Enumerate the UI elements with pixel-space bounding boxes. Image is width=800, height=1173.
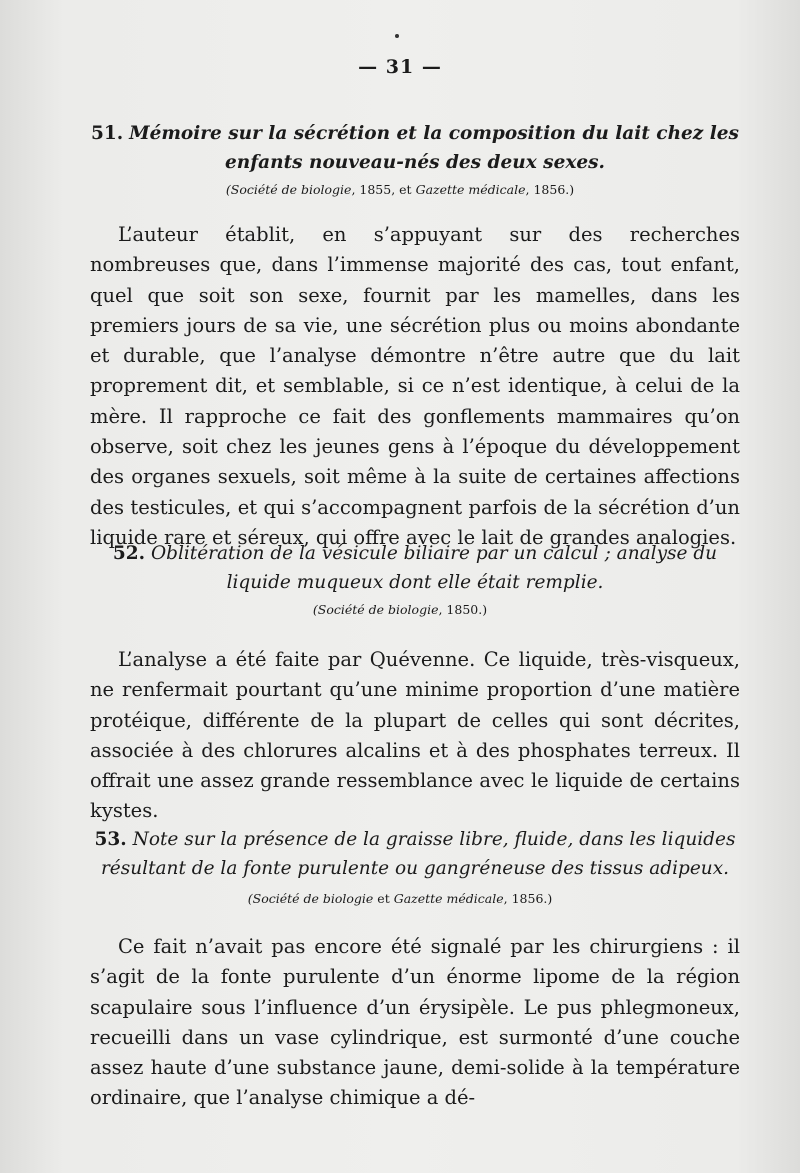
entry-51-body: L’auteur établit, en s’appuyant sur des recherches nombreuses que, dans l’immense majorité des cas, tout enfant, quel que soit son sexe, fournit par les mamelles, dans les premiers jours de sa vie, une sécrétion plus ou moins abondante et durable, que l’analyse démontre n’être autre que du lait proprement dit, et semblable, si ce n’est identique, à celui de la mère. Il rapproche ce fait des gonflements mammaires qu’on observe, soit chez les jeunes gens à l’époque du développement des organes sexuels, soit même à la suite de certaines affections des testicules, et qui s’accompagnent parfois de la sécrétion d’un liquide rare et séreux, qui offre avec le lait de grandes analogies. [90,223,740,549]
source-suffix: , 1850.) [438,602,488,617]
print-speck [395,34,399,38]
source-society: (Société de biologie [312,602,439,617]
entry-52-title [90,539,740,597]
source-suffix: , 1856.) [503,891,553,906]
entry-number: 51. [91,123,124,144]
entry-title-text: Mémoire sur la sécrétion et la composition du lait chez les enfants nouveau-nés des deux sexes. [129,123,739,173]
entry-51-title [90,119,740,177]
entry-number: 52. [112,543,146,564]
entry-53-source [0,891,800,906]
entry-53-title [90,825,740,883]
source-journal: Gazette médicale [415,182,526,197]
entry-52-body: L’analyse a été faite par Quévenne. Ce liquide, très-visqueux, ne renfermait pourtant qu’une minime proportion d’une matière protéique, différente de la plupart de celles qui sont décrites, associée à des chlorures alcalins et à des phosphates terreux. Il offrait une assez grande ressemblance avec le liquide de certains kystes. [90,648,740,823]
page-number: — 31 — [358,56,442,78]
source-mid: et [373,891,394,906]
entry-52-source [0,602,800,617]
source-journal: Gazette médicale [393,891,504,906]
source-mid: , 1855, et [351,182,412,197]
source-society: (Société de biologie [225,182,352,197]
source-society: (Société de biologie [247,891,374,906]
entry-title-text: Note sur la présence de la graisse libre, fluide, dans les liquides résultant de la fonte purulente ou gangréneuse des tissus adipeux. [100,829,736,879]
entry-title-text: Oblitération de la vésicule biliaire par un calcul ; analyse du liquide muqueux dont elle était remplie. [150,543,718,593]
entry-53-body: Ce fait n’avait pas encore été signalé par les chirurgiens : il s’agit de la fonte purulente d’un énorme lipome de la région scapulaire sous l’influence d’un érysipèle. Le pus phlegmoneux, recueilli dans un vase cylindrique, est surmonté d’une couche assez haute d’une substance jaune, demi-solide à la température ordinaire, que l’analyse chimique a dé- [90,935,740,1110]
entry-51-source [0,182,800,197]
source-suffix: , 1856.) [525,182,575,197]
entry-number: 53. [94,829,127,850]
